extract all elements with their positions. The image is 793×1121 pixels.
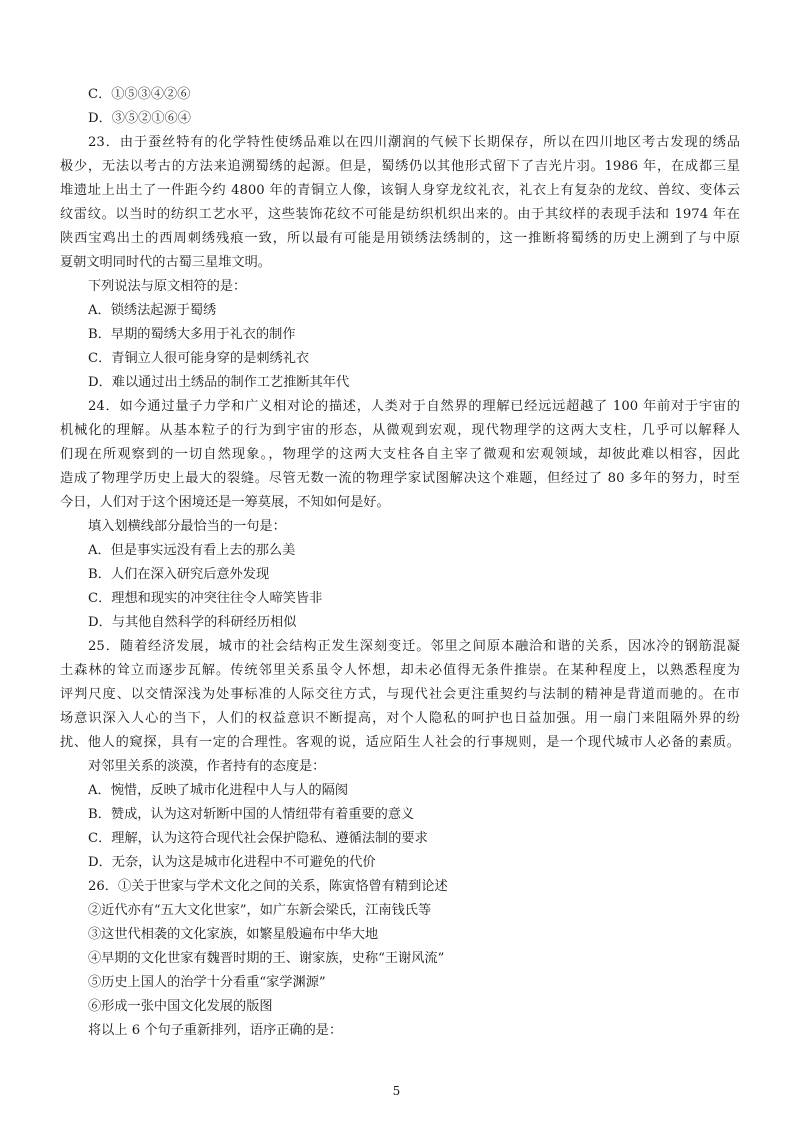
q24-option-b: B．人们在深入研究后意外发现 (88, 567, 270, 582)
q25-text-line-1: 25．随着经济发展，城市的社会结构正发生深刻变迁。邻里之间原本融洽和谐的关系，因冰冷的钢筋混凝 (88, 639, 740, 654)
q25-option-a: A．惋惜，反映了城市化进程中人与人的隔阂 (88, 783, 349, 798)
page-number: 5 (392, 1084, 401, 1098)
q25-option-b: B．赞成，认为这对斩断中国的人情纽带有着重要的意义 (88, 807, 415, 822)
q26-sentence-3: ③这世代相袭的文化家族，如繁星般遍布中华大地 (88, 927, 379, 942)
q26-sentence-5: ⑤历史上国人的治学十分看重“家学渊源” (88, 975, 326, 990)
q24-text-line-3: 们现在所观察到的一切自然现象。，物理学的这两大支柱各自主宰了微观和宏观领域，却彼此难以相容，因此 (60, 447, 740, 462)
q23-text-line-1: 23．由于蚕丝特有的化学特性使绣品难以在四川潮润的气候下长期保存，所以在四川地区考古发现的绣品 (88, 135, 740, 150)
q24-option-d: D．与其他自然科学的科研经历相似 (88, 615, 297, 630)
q26-question: 将以上 6 个句子重新排列，语序正确的是： (88, 1023, 343, 1038)
q24-option-a: A．但是事实远没有看上去的那么美 (88, 543, 296, 558)
q26-sentence-4: ④早期的文化世家有魏晋时期的王、谢家族，史称“王谢风流” (88, 951, 445, 966)
q23-text-line-2: 极少，无法以考古的方法来追溯蜀绣的起源。但是，蜀绣仍以其他形式留下了吉光片羽。1986 年，在成都三星 (60, 159, 740, 174)
q23-text-line-4: 纹雷纹。以当时的纺织工艺水平，这些装饰花纹不可能是纺织机织出来的。由于其纹样的表现手法和 1974 年在 (60, 207, 740, 222)
q23-question: 下列说法与原文相符的是： (88, 279, 247, 294)
q23-text-line-5: 陕西宝鸡出土的西周刺绣残痕一致，所以最有可能是用锁绣法绣制的，这一推断将蜀绣的历史上溯到了与中原 (60, 231, 740, 246)
q23-option-c: C．青铜立人很可能身穿的是刺绣礼衣 (88, 351, 310, 366)
q23-text-line-3: 堆遗址上出土了一件距今约 4800 年的青铜立人像，该铜人身穿龙纹礼衣，礼衣上有复杂的龙纹、兽纹、变体云 (60, 183, 740, 198)
q24-text-line-5: 今日，人们对于这个困境还是一筹莫展，不知如何是好。 (60, 495, 390, 510)
q25-question: 对邻里关系的淡漠，作者持有的态度是： (88, 759, 326, 774)
q25-text-line-5: 扰、他人的窥探，具有一定的合理性。客观的说，适应陌生人社会的行事规则，是一个现代城市人必备的素质。 (60, 735, 740, 750)
q24-option-c: C．理想和现实的冲突往往令人啼笑皆非 (88, 591, 323, 606)
q22-option-d: D．③⑤②①⑥④ (88, 111, 191, 126)
q23-option-a: A．锁绣法起源于蜀绣 (88, 303, 217, 318)
q23-option-b: B．早期的蜀绣大多用于礼衣的制作 (88, 327, 296, 342)
q24-text-line-2: 机械化的理解。从基本粒子的行为到宇宙的形态，从微观到宏观，现代物理学的这两大支柱，几乎可以解释人 (60, 423, 740, 438)
q22-option-c: C．①⑤③④②⑥ (88, 87, 191, 102)
q25-text-line-2: 土森林的耸立而逐步瓦解。传统邻里关系虽令人怀想，却未必值得无条件推崇。在某种程度上，以熟悉程度为 (60, 663, 740, 678)
q26-sentence-2: ②近代亦有“五大文化世家”，如广东新会梁氏，江南钱氏等 (88, 903, 432, 918)
q25-option-d: D．无奈，认为这是城市化进程中不可避免的代价 (88, 855, 376, 870)
q25-text-line-4: 场意识深入人心的当下，人们的权益意识不断提高，对个人隐私的呵护也日益加强。用一扇门来阻隔外界的纷 (60, 711, 740, 726)
q25-text-line-3: 评判尺度、以交情深浅为处事标准的人际交往方式，与现代社会更注重契约与法制的精神是背道而驰的。在市 (60, 687, 740, 702)
q23-option-d: D．难以通过出土绣品的制作工艺推断其年代 (88, 375, 350, 390)
q26-sentence-1: 26．①关于世家与学术文化之间的关系，陈寅恪曾有精到论述 (88, 879, 448, 894)
q26-sentence-6: ⑥形成一张中国文化发展的版图 (88, 999, 273, 1014)
q24-question: 填入划横线部分最恰当的一句是： (88, 519, 286, 534)
q24-text-line-4: 造成了物理学历史上最大的裂缝。尽管无数一流的物理学家试图解决这个难题，但经过了 80 多年的努力，时至 (60, 471, 740, 486)
q23-text-line-6: 夏朝文明同时代的古蜀三星堆文明。 (60, 255, 271, 270)
q25-option-c: C．理解，认为这符合现代社会保护隐私、遵循法制的要求 (88, 831, 428, 846)
q24-text-line-1: 24．如今通过量子力学和广义相对论的描述，人类对于自然界的理解已经远远超越了 100 年前对于宇宙的 (88, 399, 740, 414)
